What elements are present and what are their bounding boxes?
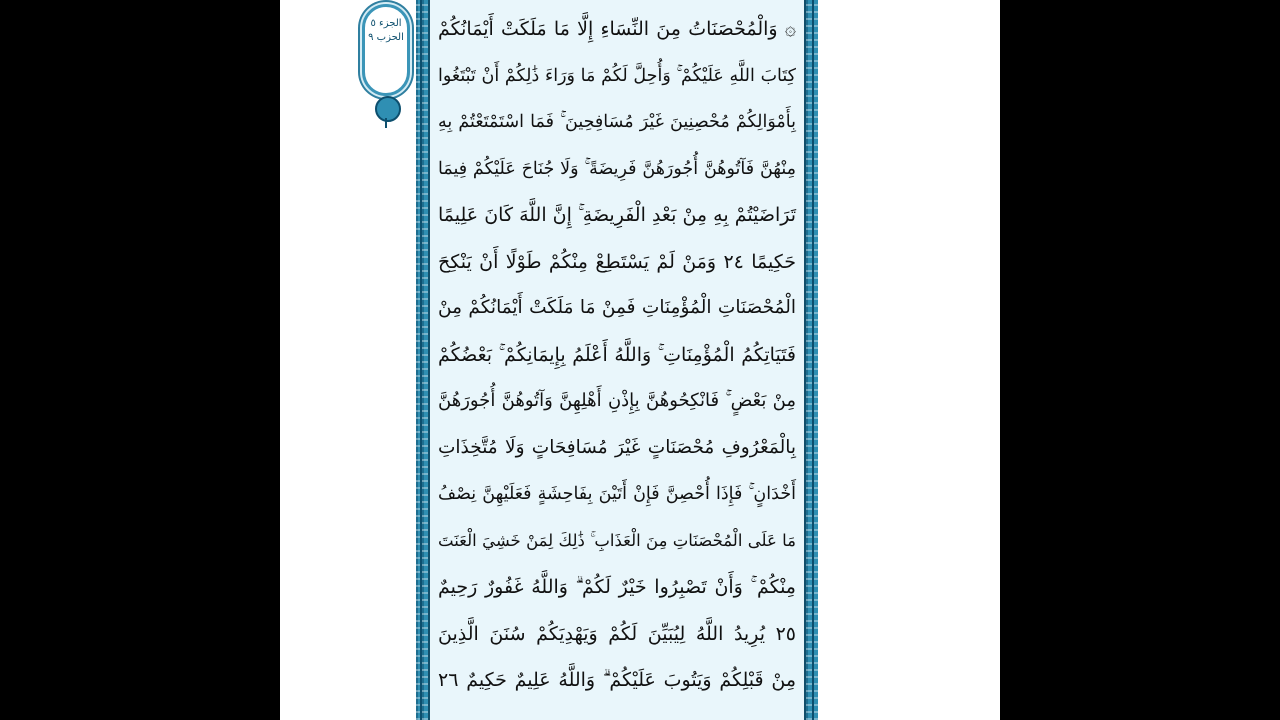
- verse-line: حَكِيمًا ٢٤ وَمَنْ لَمْ يَسْتَطِعْ مِنْكُمْ طَوْلًا أَنْ يَنْكِحَ: [438, 250, 796, 273]
- verse-line: تَرَاضَيْتُمْ بِهِ مِنْ بَعْدِ الْفَرِيضَةِ ۚ إِنَّ اللَّهَ كَانَ عَلِيمًا: [438, 204, 796, 226]
- verse-line: مِنْ قَبْلِكُمْ وَيَتُوبَ عَلَيْكُمْ ۗ وَاللَّهُ عَلِيمٌ حَكِيمٌ ٢٦: [438, 669, 796, 691]
- verse-line: ۞ وَالْمُحْصَنَاتُ مِنَ النِّسَاءِ إِلَّا مَا مَلَكَتْ أَيْمَانُكُمْ: [438, 18, 796, 40]
- verse-line: أَخْدَانٍ ۚ فَإِذَا أُحْصِنَّ فَإِنْ أَتَيْنَ بِفَاحِشَةٍ فَعَلَيْهِنَّ نِصْفُ: [438, 484, 796, 504]
- verse-line: ٢٥ يُرِيدُ اللَّهُ لِيُبَيِّنَ لَكُمْ وَيَهْدِيَكُمْ سُنَنَ الَّذِينَ: [438, 622, 796, 645]
- verse-line: مِنْ بَعْضٍ ۚ فَانْكِحُوهُنَّ بِإِذْنِ أَهْلِهِنَّ وَآتُوهُنَّ أُجُورَهُنَّ: [438, 390, 796, 411]
- juz-label: الجزء ٥: [370, 18, 402, 29]
- verse-line: مَا عَلَى الْمُحْصَنَاتِ مِنَ الْعَذَابِ ۚ ذَٰلِكَ لِمَنْ خَشِيَ الْعَنَتَ: [438, 530, 796, 550]
- juz-hizb-marker: [362, 4, 410, 96]
- verse-line: فَتَيَاتِكُمُ الْمُؤْمِنَاتِ ۚ وَاللَّهُ أَعْلَمُ بِإِيمَانِكُمْ ۚ بَعْضُكُمْ: [438, 343, 796, 366]
- verse-text-panel: [428, 0, 806, 720]
- verse-line: مِنْكُمْ ۚ وَأَنْ تَصْبِرُوا خَيْرٌ لَكُمْ ۗ وَاللَّهُ غَفُورٌ رَحِيمٌ: [438, 576, 796, 598]
- verse-line: بِأَمْوَالِكُمْ مُحْصِنِينَ غَيْرَ مُسَافِحِينَ ۚ فَمَا اسْتَمْتَعْتُمْ بِهِ: [438, 112, 796, 132]
- verse-line: الْمُحْصَنَاتِ الْمُؤْمِنَاتِ فَمِنْ مَا مَلَكَتْ أَيْمَانُكُمْ مِنْ: [438, 297, 796, 318]
- ornament-tail: [385, 118, 387, 128]
- mushaf-page: [280, 0, 1000, 720]
- verse-line: كِتَابَ اللَّهِ عَلَيْكُمْ ۚ وَأُحِلَّ لَكُمْ مَا وَرَاءَ ذَٰلِكُمْ أَنْ تَبْتَغُوا: [438, 65, 796, 86]
- verse-lines: [438, 6, 796, 720]
- verse-line: مِنْهُنَّ فَآتُوهُنَّ أُجُورَهُنَّ فَرِيضَةً ۚ وَلَا جُنَاحَ عَلَيْكُمْ فِيمَا: [438, 158, 796, 179]
- verse-line: بِالْمَعْرُوفِ مُحْصَنَاتٍ غَيْرَ مُسَافِحَاتٍ وَلَا مُتَّخِذَاتِ: [438, 436, 796, 458]
- rosette-ornament-icon: [375, 96, 401, 122]
- hizb-label: الحزب ٩: [368, 32, 404, 43]
